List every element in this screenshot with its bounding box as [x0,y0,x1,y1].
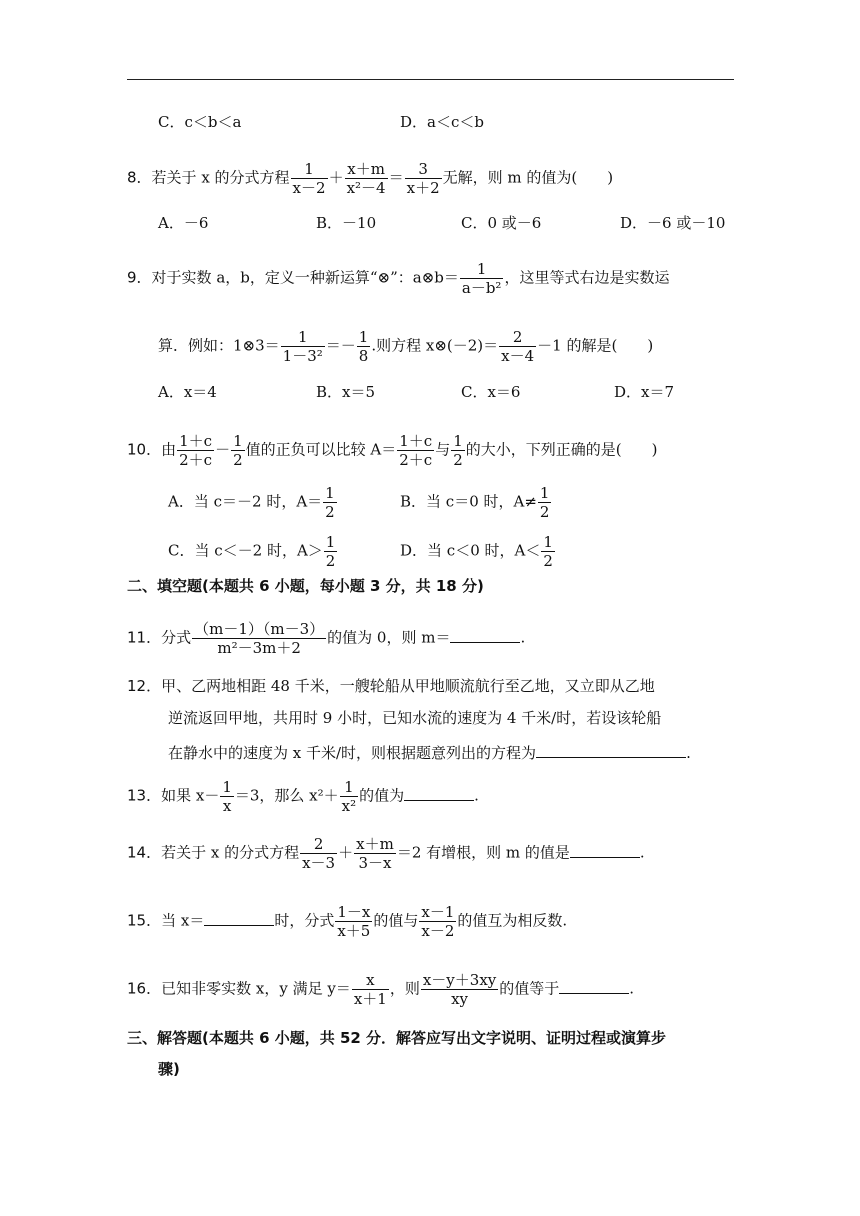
q15-fraction-2: $\frac{x-1}{x-2}$ [421,903,455,940]
question-10: 10．由 $\frac{1+c}{2+c}$ － $\frac{1}{2}$ 值的正负可以比较 A＝ $\frac{1+c}{2+c}$ 与 $\frac{1}{2}$ 的大小，下列正确的是( ) [127,432,658,469]
section-2-heading: 二、填空题(本题共 6 小题，每小题 3 分，共 18 分) [127,577,484,595]
question-12-line-2: 逆流返回甲地，共用时 9 小时，已知水流的速度为 4 千米/时，若设该轮船 [168,709,662,727]
q14-answer-blank[interactable] [570,843,640,858]
q15-number: 15． [127,911,162,930]
q8-fraction-3: $\frac{3}{x+2}$ [406,160,440,197]
header-rule [127,79,734,80]
q10-fraction-3: $\frac{1+c}{2+c}$ [399,432,433,469]
q8-option-b: B．－10 [316,214,377,232]
q10-option-b: B．当 c＝0 时，A≠ $\frac{1}{2}$ [400,484,550,521]
q15-answer-blank[interactable] [204,911,274,926]
q16-fraction-2: $\frac{x-y+3xy}{xy}$ [422,971,497,1008]
q8-fraction-2: $\frac{x+m}{\text{x²－4}}$ [346,160,386,197]
q15-fraction-1: $\frac{1-x}{x+5}$ [337,903,371,940]
q10-fraction-4: $\frac{1}{2}$ [453,432,463,469]
q14-number: 14． [127,843,162,862]
question-12-line-1: 12．甲、乙两地相距 48 千米，一艘轮船从甲地顺流航行至乙地，又立即从乙地 [127,677,655,695]
q9-option-c: C．x＝6 [461,383,521,401]
q9-fraction-1: $\frac{1}{\text{a－b²}}$ [461,260,502,297]
q8-stem-end: 无解，则 m 的值为( ) [442,168,614,187]
q10-fraction-1: $\frac{1+c}{2+c}$ [179,432,213,469]
q10-fraction-2: $\frac{1}{2}$ [233,432,243,469]
question-9-line-2: 算．例如：1⊗3＝ $\frac{1}{\text{1－3²}}$ ＝－ $\frac{1}{8}$ .则方程 x⊗(－2)＝ $\frac{2}{x-4}$ －1 的解是( ) [158,328,654,365]
q13-fraction-1: $\frac{1}{x}$ [222,778,232,815]
q13-number: 13． [127,786,162,805]
question-11: 11．分式 $\frac{(m-1)(m-3)}{\text{m²－3m＋2}}$ 的值为 0，则 m＝ . [127,620,526,657]
q10-option-a: A．当 c＝－2 时，A＝ $\frac{1}{2}$ [168,484,335,521]
q10-option-a-half: $\frac{1}{2}$ [325,484,335,521]
q9-option-d: D．x＝7 [614,383,675,401]
q9-option-b: B．x＝5 [316,383,376,401]
section-3-heading: 三、解答题(本题共 6 小题，共 52 分．解答应写出文字说明、证明过程或演算步 [127,1029,667,1047]
q8-number: 8． [127,168,152,187]
question-13: 13．如果 x－ $\frac{1}{x}$ ＝3，那么 x²＋ $\frac{1}{\text{x²}}$ 的值为 . [127,778,479,815]
question-9: 9．对于实数 a，b，定义一种新运算“⊗”：a⊗b＝ $\frac{1}{\text{a－b²}}$ ，这里等式右边是实数运 [127,260,670,297]
q9-fraction-4: $\frac{2}{x-4}$ [501,328,535,365]
q16-number: 16． [127,979,162,998]
q7-option-d: D．a＜c＜b [400,113,484,131]
q10-option-d: D．当 c＜0 时，A＜ $\frac{1}{2}$ [400,533,553,570]
q9-fraction-2: $\frac{1}{\text{1－3²}}$ [282,328,323,365]
q8-option-d: D．－6 或－10 [620,214,726,232]
q10-number: 10． [127,440,162,459]
q11-answer-blank[interactable] [450,628,520,643]
q10-option-c-half: $\frac{1}{2}$ [325,533,336,570]
question-16: 16．已知非零实数 x，y 满足 y＝ $\frac{x}{x+1}$ ，则 $\frac{x-y+3xy}{xy}$ 的值等于 . [127,971,635,1008]
q11-fraction: $\frac{(m-1)(m-3)}{\text{m²－3m＋2}}$ [194,620,325,657]
q11-number: 11． [127,628,162,647]
q10-option-c: C．当 c＜－2 时，A＞ $\frac{1}{2}$ [168,533,336,570]
q9-option-a: A．x＝4 [158,383,217,401]
q10-option-d-half: $\frac{1}{2}$ [543,533,553,570]
question-15: 15．当 x＝ 时，分式 $\frac{1-x}{x+5}$ 的值与 $\frac{x-1}{x-2}$ 的值互为相反数. [127,903,568,940]
q14-fraction-1: $\frac{2}{x-3}$ [302,835,336,872]
q10-option-b-half: $\frac{1}{2}$ [539,484,550,521]
q12-answer-blank[interactable] [536,743,686,758]
question-14: 14．若关于 x 的分式方程 $\frac{2}{x-3}$ ＋ $\frac{x+m}{3-x}$ ＝2 有增根，则 m 的值是 . [127,835,645,872]
q16-fraction-1: $\frac{x}{x+1}$ [353,971,387,1008]
q14-fraction-2: $\frac{x+m}{3-x}$ [356,835,394,872]
section-3-heading-cont: 骤) [158,1060,180,1078]
q9-fraction-3: $\frac{1}{8}$ [358,328,369,365]
q8-stem-start: 若关于 x 的分式方程 [151,168,290,187]
q13-fraction-2: $\frac{1}{\text{x²}}$ [341,778,357,815]
q8-option-a: A．－6 [158,214,209,232]
question-8: 8．若关于 x 的分式方程 $\frac{1}{x-2}$ ＋ $\frac{x+m}{\text{x²－4}}$ ＝ $\frac{3}{x+2}$ 无解，则 m 的值为( ) [127,160,614,197]
q7-option-c: C．c＜b＜a [158,113,242,131]
q12-number: 12． [127,677,162,695]
q13-answer-blank[interactable] [404,786,474,801]
q9-number: 9． [127,268,152,287]
q8-option-c: C．0 或－6 [461,214,542,232]
q8-fraction-1: $\frac{1}{x-2}$ [292,160,326,197]
q16-answer-blank[interactable] [559,979,629,994]
question-12-line-3: 在静水中的速度为 x 千米/时，则根据题意列出的方程为 . [168,744,691,762]
